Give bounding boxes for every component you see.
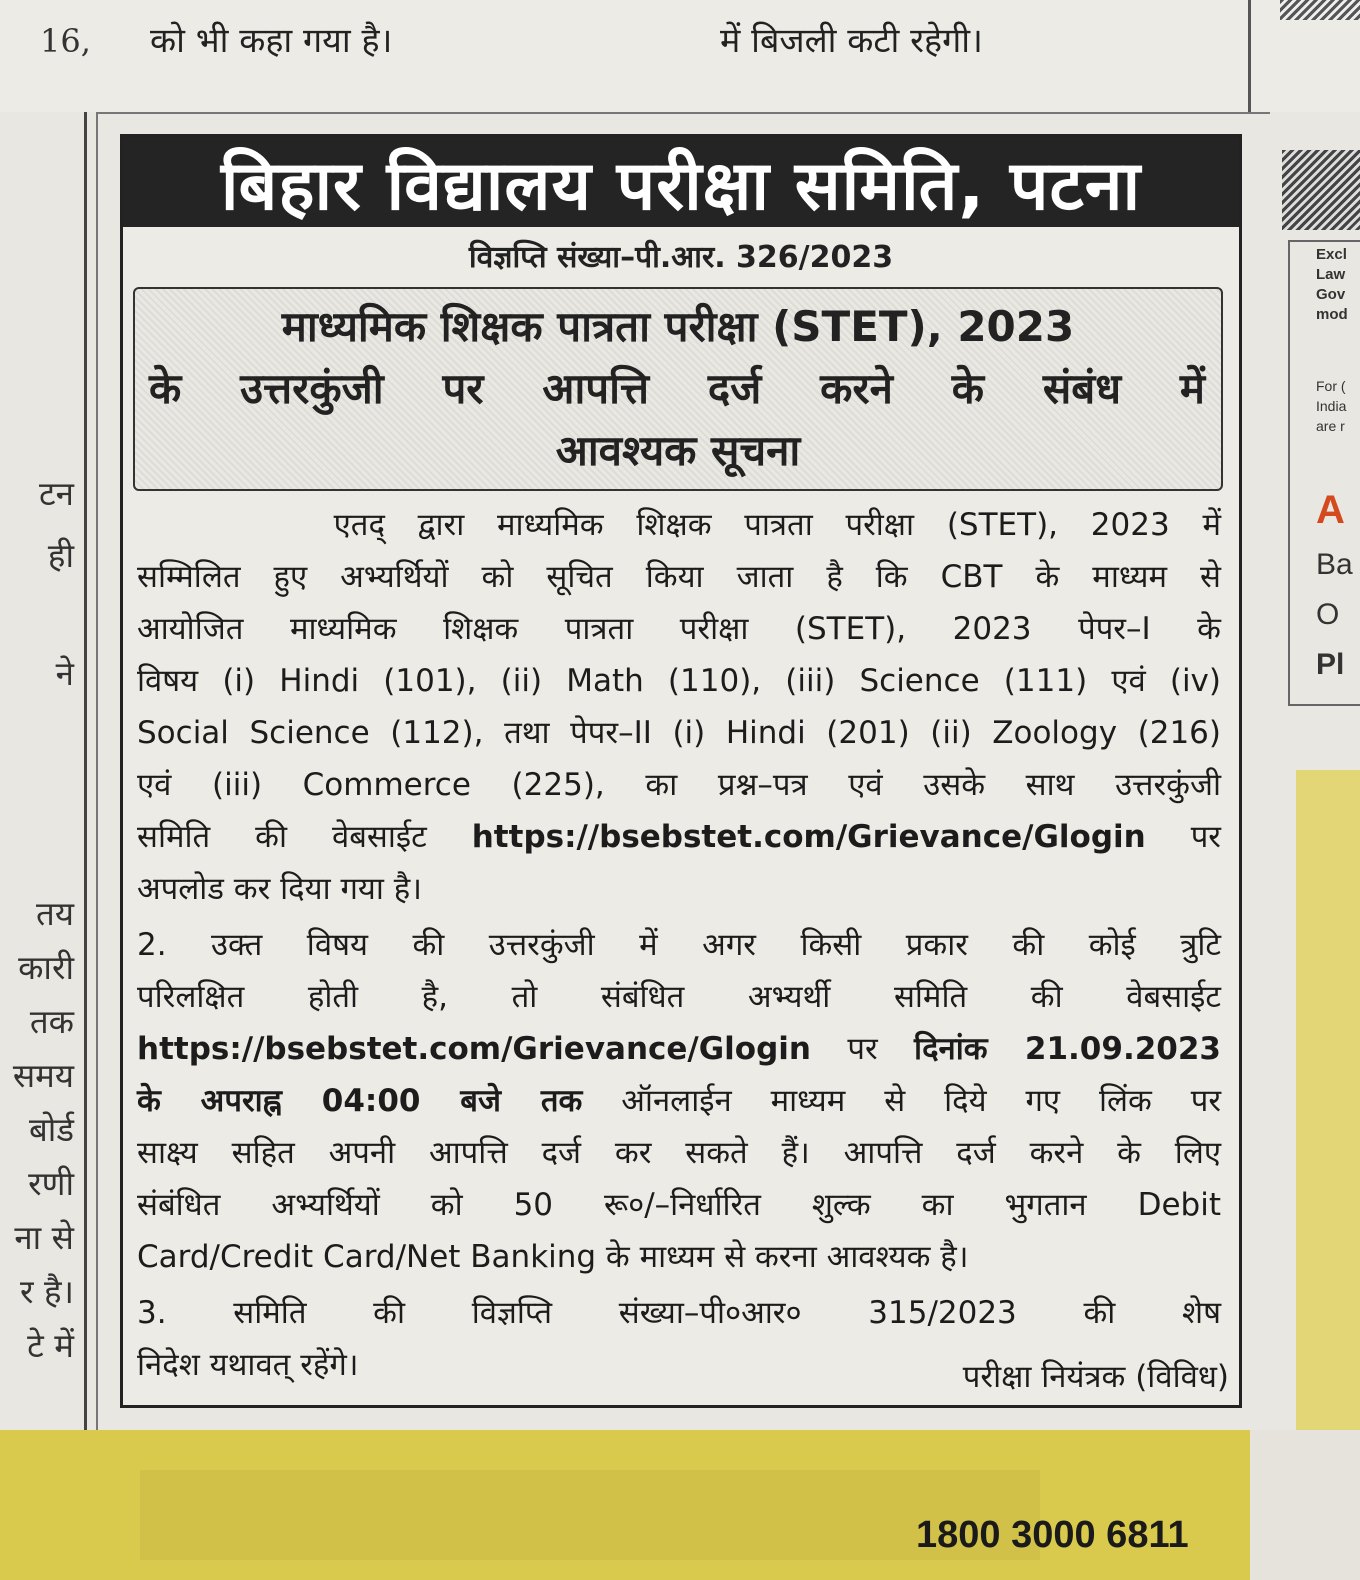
right-text: are r xyxy=(1316,418,1345,434)
deadline-date: दिनांक 21.09.2023 xyxy=(914,1031,1221,1067)
body-line xyxy=(137,817,1221,857)
title-line: आवश्यक सूचना xyxy=(555,426,801,475)
body-line: संबंधित अभ्यर्थियों को 50 रू०/–निर्धारित शुल्क का भुगतान Debit xyxy=(137,1187,1221,1223)
body-line: 3. समिति की विज्ञप्ति संख्या–पी०आर० 315/2023 की शेष xyxy=(137,1295,1221,1331)
bottom-ad-pattern xyxy=(140,1470,1040,1560)
right-text: For ( xyxy=(1316,378,1346,394)
left-column xyxy=(0,112,96,1430)
left-fragment: तक xyxy=(29,1002,74,1041)
left-fragment: र है। xyxy=(19,1272,74,1311)
right-text: Excl xyxy=(1316,246,1347,263)
right-text: India xyxy=(1316,398,1347,414)
left-fragment: टे में xyxy=(27,1326,74,1365)
left-fragment: बोर्ड xyxy=(28,1110,74,1149)
notice xyxy=(120,134,1242,1408)
top-right-text: में बिजली कटी रहेगी। xyxy=(720,21,983,61)
phone-number: 1800 3000 6811 xyxy=(916,1514,1189,1556)
left-fragment: टन xyxy=(39,474,74,513)
left-fragment: रणी xyxy=(28,1164,74,1203)
right-text: Pl xyxy=(1316,648,1345,681)
body-line: 2. उक्त विषय की उत्तरकुंजी में अगर किसी प्रकार की कोई त्रुटि xyxy=(137,927,1221,963)
right-text: Ba xyxy=(1316,548,1353,581)
body-line: विषय (i) Hindi (101), (ii) Math (110), (iii) Science (111) एवं (iv) xyxy=(137,663,1221,699)
column-rule xyxy=(1248,0,1251,112)
deadline-time: के अपराह्न 04:00 बजे तक xyxy=(137,1083,583,1119)
left-fragment: ना से xyxy=(14,1218,74,1257)
body-text: समिति की वेबसाईट xyxy=(137,819,427,855)
hatch-pattern xyxy=(1280,0,1360,20)
right-text: Law xyxy=(1316,266,1346,283)
body-line: एवं (iii) Commerce (225), का प्रश्न–पत्र एवं उसके साथ उत्तरकुंजी xyxy=(137,767,1221,803)
website-url[interactable]: https://bsebstet.com/Grievance/Glogin xyxy=(137,1031,811,1067)
title-line: के उत्तरकुंजी पर आपत्ति दर्ज करने के संबंध में xyxy=(149,364,1205,413)
body-text: पर xyxy=(847,1031,878,1067)
body-line: साक्ष्य सहित अपनी आपत्ति दर्ज कर सकते हैं। आपत्ति दर्ज करने के लिए xyxy=(137,1135,1221,1171)
left-fragment: तय xyxy=(36,894,74,933)
body-line: सम्मिलित हुए अभ्यर्थियों को सूचित किया जाता है कि CBT के माध्यम से xyxy=(137,559,1221,595)
left-fragment: समय xyxy=(12,1056,74,1095)
body-line: आयोजित माध्यमिक शिक्षक पात्रता परीक्षा (STET), 2023 पेपर–I के xyxy=(137,611,1221,647)
body-line xyxy=(137,1081,1221,1121)
right-text: A xyxy=(1316,488,1345,532)
body-line xyxy=(137,1029,1221,1069)
body-text: पर xyxy=(1190,819,1221,855)
title-box xyxy=(133,287,1223,491)
signature: परीक्षा नियंत्रक (विविध) xyxy=(962,1359,1229,1395)
top-left-text: को भी कहा गया है। xyxy=(150,21,393,61)
left-fragment: कारी xyxy=(18,948,74,987)
body-line: अपलोड कर दिया गया है। xyxy=(137,871,422,907)
body-line: Social Science (112), तथा पेपर–II (i) Hindi (201) (ii) Zoology (216) xyxy=(137,715,1221,751)
website-url[interactable]: https://bsebstet.com/Grievance/Glogin xyxy=(471,819,1146,855)
body-line: परिलक्षित होती है, तो संबंधित अभ्यर्थी समिति की वेबसाईट xyxy=(137,979,1221,1015)
reference-number: विज्ञप्ति संख्या–पी.आर. 326/2023 xyxy=(468,240,894,275)
body-line: एतद् द्वारा माध्यमिक शिक्षक पात्रता परीक्षा (STET), 2023 में xyxy=(137,507,1221,543)
right-text: Gov xyxy=(1316,286,1346,303)
body-line: Card/Credit Card/Net Banking के माध्यम से करना आवश्यक है। xyxy=(137,1239,969,1275)
left-fragment: ने xyxy=(55,654,74,693)
org-name: बिहार विद्यालय परीक्षा समिति, पटना xyxy=(220,146,1142,226)
body-text: ऑनलाईन माध्यम से दिये गए लिंक पर xyxy=(621,1083,1222,1119)
page-number: 16, xyxy=(40,22,91,60)
right-text: O xyxy=(1316,598,1340,631)
header-band xyxy=(123,137,1239,227)
column-rule xyxy=(84,112,87,1430)
left-fragment: ही xyxy=(47,536,74,575)
body-line: निदेश यथावत् रहेंगे। xyxy=(137,1347,359,1383)
right-yellow-ad xyxy=(1296,770,1360,1430)
title-line: माध्यमिक शिक्षक पात्रता परीक्षा (STET), 2023 xyxy=(281,302,1075,351)
bottom-right-area xyxy=(1250,1430,1360,1580)
right-text: mod xyxy=(1316,306,1348,323)
hatch-pattern xyxy=(1282,150,1360,230)
